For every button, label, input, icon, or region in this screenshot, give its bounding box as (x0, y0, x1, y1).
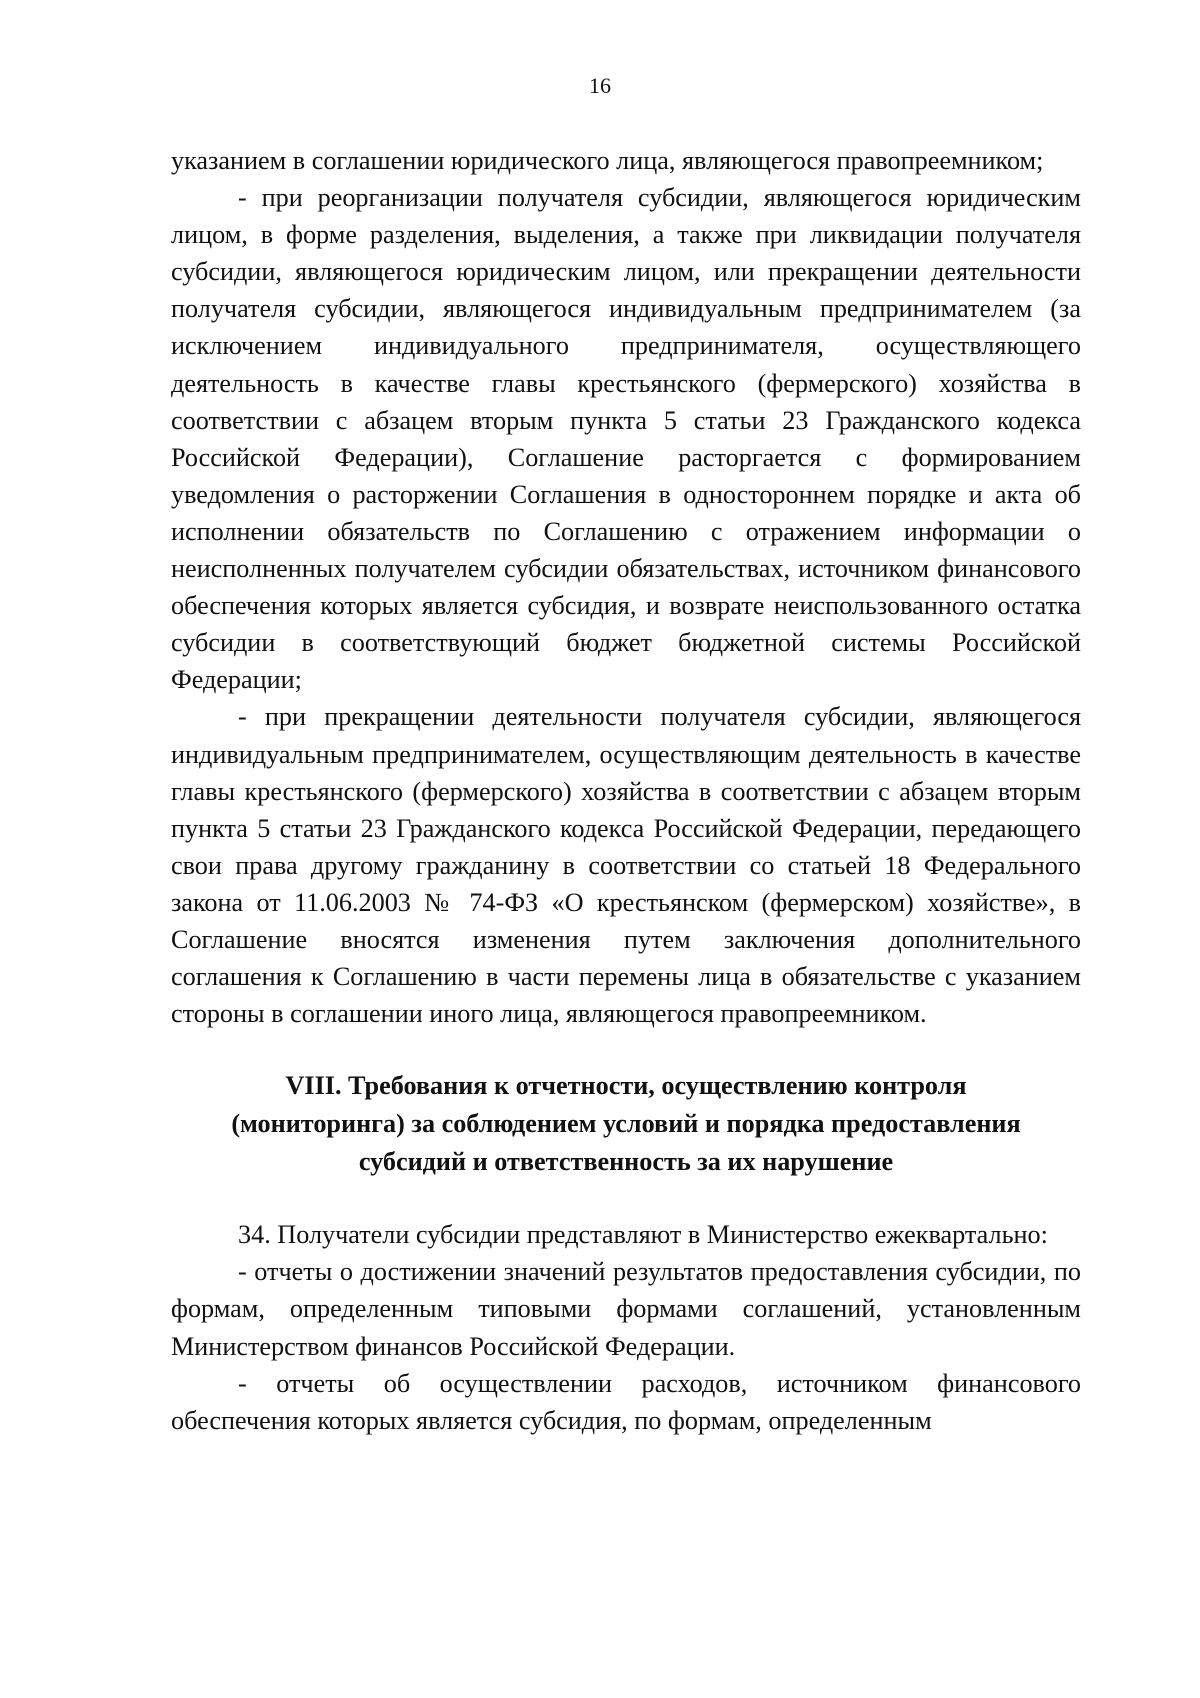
paragraph-expense-reports: - отчеты об осуществлении расходов, источником финансового обеспечения которых является субсидия, по формам, определенным (171, 1368, 1081, 1435)
paragraph-farm-termination: - при прекращении деятельности получателя субсидии, являющегося индивидуальным предпринимателем, осуществляющим деятельность в качестве главы крестьянского (фермерского) хозяйства в соответствии с абзацем вторым пункта 5 статьи 23 Гражданского кодекса Российской Федерации, передающего свои права другому гражданину в соответствии со статьей 18 Федерального закона от 11.06.2003 № 74-ФЗ «О крестьянском (фермерском) хозяйстве», в Соглашение вносятся изменения путем заключения дополнительного соглашения к Соглашению в части перемены лица в обязательстве с указанием стороны в соглашении иного лица, являющегося правопреемником. (171, 702, 1081, 1029)
page-number: 16 (589, 73, 611, 98)
paragraph-item-34: 34. Получатели субсидии представляют в Министерство ежеквартально: (238, 1220, 1048, 1250)
paragraph-continuation: указанием в соглашении юридического лица, являющегося правопреемником; (171, 146, 1044, 175)
document-body (171, 142, 1081, 1439)
paragraph-results-reports: - отчеты о достижении значений результатов предоставления субсидии, по формам, определенным типовыми формами соглашений, установленным Министерством финансов Российской Федерации. (171, 1257, 1081, 1361)
section-heading-line-3: субсидий и ответственность за их нарушение (358, 1147, 894, 1177)
paragraph-reorganization: - при реорганизации получателя субсидии, являющегося юридическим лицом, в форме разделения, выделения, а также при ликвидации получателя субсидии, являющегося юридическим лицом, или прекращении деятельности получателя субсидии, являющегося индивидуальным предпринимателем (за исключением индивидуального предпринимателя, осуществляющего деятельность в качестве главы крестьянского (фермерского) хозяйства в соответствии с абзацем вторым пункта 5 статьи 23 Гражданского кодекса Российской Федерации), Соглашение расторгается с формированием уведомления о расторжении Соглашения в одностороннем порядке и акта об исполнении обязательств по Соглашению с отражением информации о неисполненных получателем субсидии обязательствах, источником финансового обеспечения которых является субсидия, и возврате неиспользованного остатка субсидии в соответствующий бюджет бюджетной системы Российской Федерации; (171, 183, 1081, 695)
section-heading (171, 1067, 1081, 1181)
section-heading-line-1: VIII. Требования к отчетности, осуществлению контроля (285, 1071, 967, 1101)
section-heading-line-2: (мониторинга) за соблюдением условий и порядка предоставления (231, 1109, 1021, 1139)
